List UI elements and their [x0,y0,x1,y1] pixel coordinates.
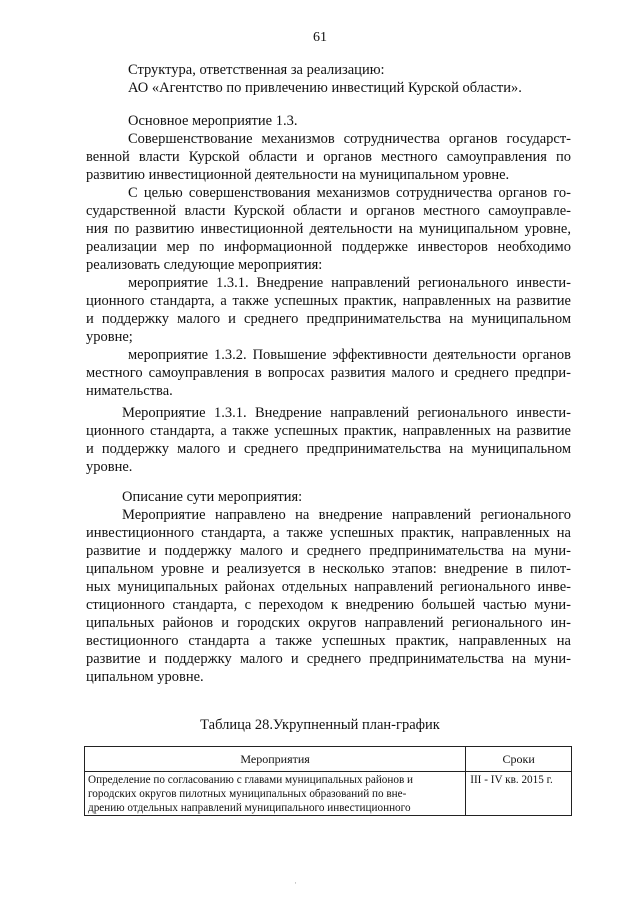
item-1-3-1-line: уровне; [86,329,133,345]
purpose-line: реализации мер по информационной поддержке инвесторов необходимо [86,239,571,255]
purpose-line: реализовать следующие мероприятия: [86,257,323,273]
activity-1-3-1-title-line: и поддержку малого и среднего предпринимательства на муниципальном [86,441,571,457]
activity-cell [85,772,466,816]
page-number: 61 [313,30,327,45]
description-line: развитие и поддержку малого и среднего предпринимательства на муни- [86,543,571,559]
description-line: ципальных районов и городских округов направлений регионального ин- [86,615,571,631]
item-1-3-1-line: и поддержку малого и среднего предпринимательства на муниципальном [86,311,571,327]
purpose-line: ния по развитию инвестиционной деятельности на муниципальном уровне, [86,221,571,237]
table-caption: Таблица 28.Укрупненный план-график [200,717,440,733]
schedule-table [84,746,572,816]
scan-speck: · [294,878,297,888]
item-1-3-2-line: нимательства. [86,383,173,399]
activity-1-3-1-title-line: ционного стандарта, а также успешных практик, направленных на развитие [86,423,571,439]
main-activity-title-line: развитию инвестиционной деятельности на муниципальном уровне. [86,167,510,183]
table-row [85,772,572,816]
activity-1-3-1-title-line: Мероприятие 1.3.1. Внедрение направлений регионального инвести- [122,405,571,421]
purpose-line: сударственной власти Курской области и органов местного самоуправле- [86,203,571,219]
item-1-3-1-line: мероприятие 1.3.1. Внедрение направлений регионального инвести- [128,275,571,291]
purpose-line: С целью совершенствования механизмов сотрудничества органов го- [128,185,571,201]
term-cell: III - IV кв. 2015 г. [466,772,572,816]
activity-cell-line: дрению отдельных направлений муниципального инвестиционного [88,802,411,814]
description-heading: Описание сути мероприятия: [122,489,303,505]
description-line: ципальном уровне. [86,669,204,685]
description-line: вестиционного стандарта а также успешных практик, направленных на [86,633,571,649]
main-activity-title-line: Совершенствование механизмов сотрудничества органов государст- [128,131,571,147]
activity-cell-line: Определение по согласованию с главами муниципальных районов и [88,774,414,786]
table-header-row [85,747,572,772]
description-line: Мероприятие направлено на внедрение направлений регионального [122,507,571,523]
activity-cell-line: городских округов пилотных муниципальных образований по вне- [88,788,407,800]
responsible-heading: Структура, ответственная за реализацию: [128,62,385,78]
description-line: инвестиционного стандарта, а также успешных практик, направленных на [86,525,571,541]
description-line: ципальном уровне и реализуется в несколько этапов: внедрение в пилот- [86,561,571,577]
item-1-3-2-line: мероприятие 1.3.2. Повышение эффективности деятельности органов [128,347,571,363]
responsible-org: АО «Агентство по привлечению инвестиций Курской области». [128,80,522,96]
activity-1-3-1-title-line: уровне. [86,459,133,475]
item-1-3-1-line: ционного стандарта, а также успешных практик, направленных на развитие [86,293,571,309]
description-line: ных муниципальных районах отдельных направлений регионального инве- [86,579,571,595]
main-activity-heading: Основное мероприятие 1.3. [128,113,298,129]
description-line: стиционного стандарта, с переходом к внедрению большей частью муни- [86,597,571,613]
main-activity-title-line: венной власти Курской области и органов местного самоуправления по [86,149,571,165]
column-header-activities: Мероприятия [85,747,466,772]
item-1-3-2-line: местного самоуправления в вопросах развития малого и среднего предпри- [86,365,571,381]
column-header-terms: Сроки [466,747,572,772]
description-line: развитие и поддержку малого и среднего предпринимательства на муни- [86,651,571,667]
